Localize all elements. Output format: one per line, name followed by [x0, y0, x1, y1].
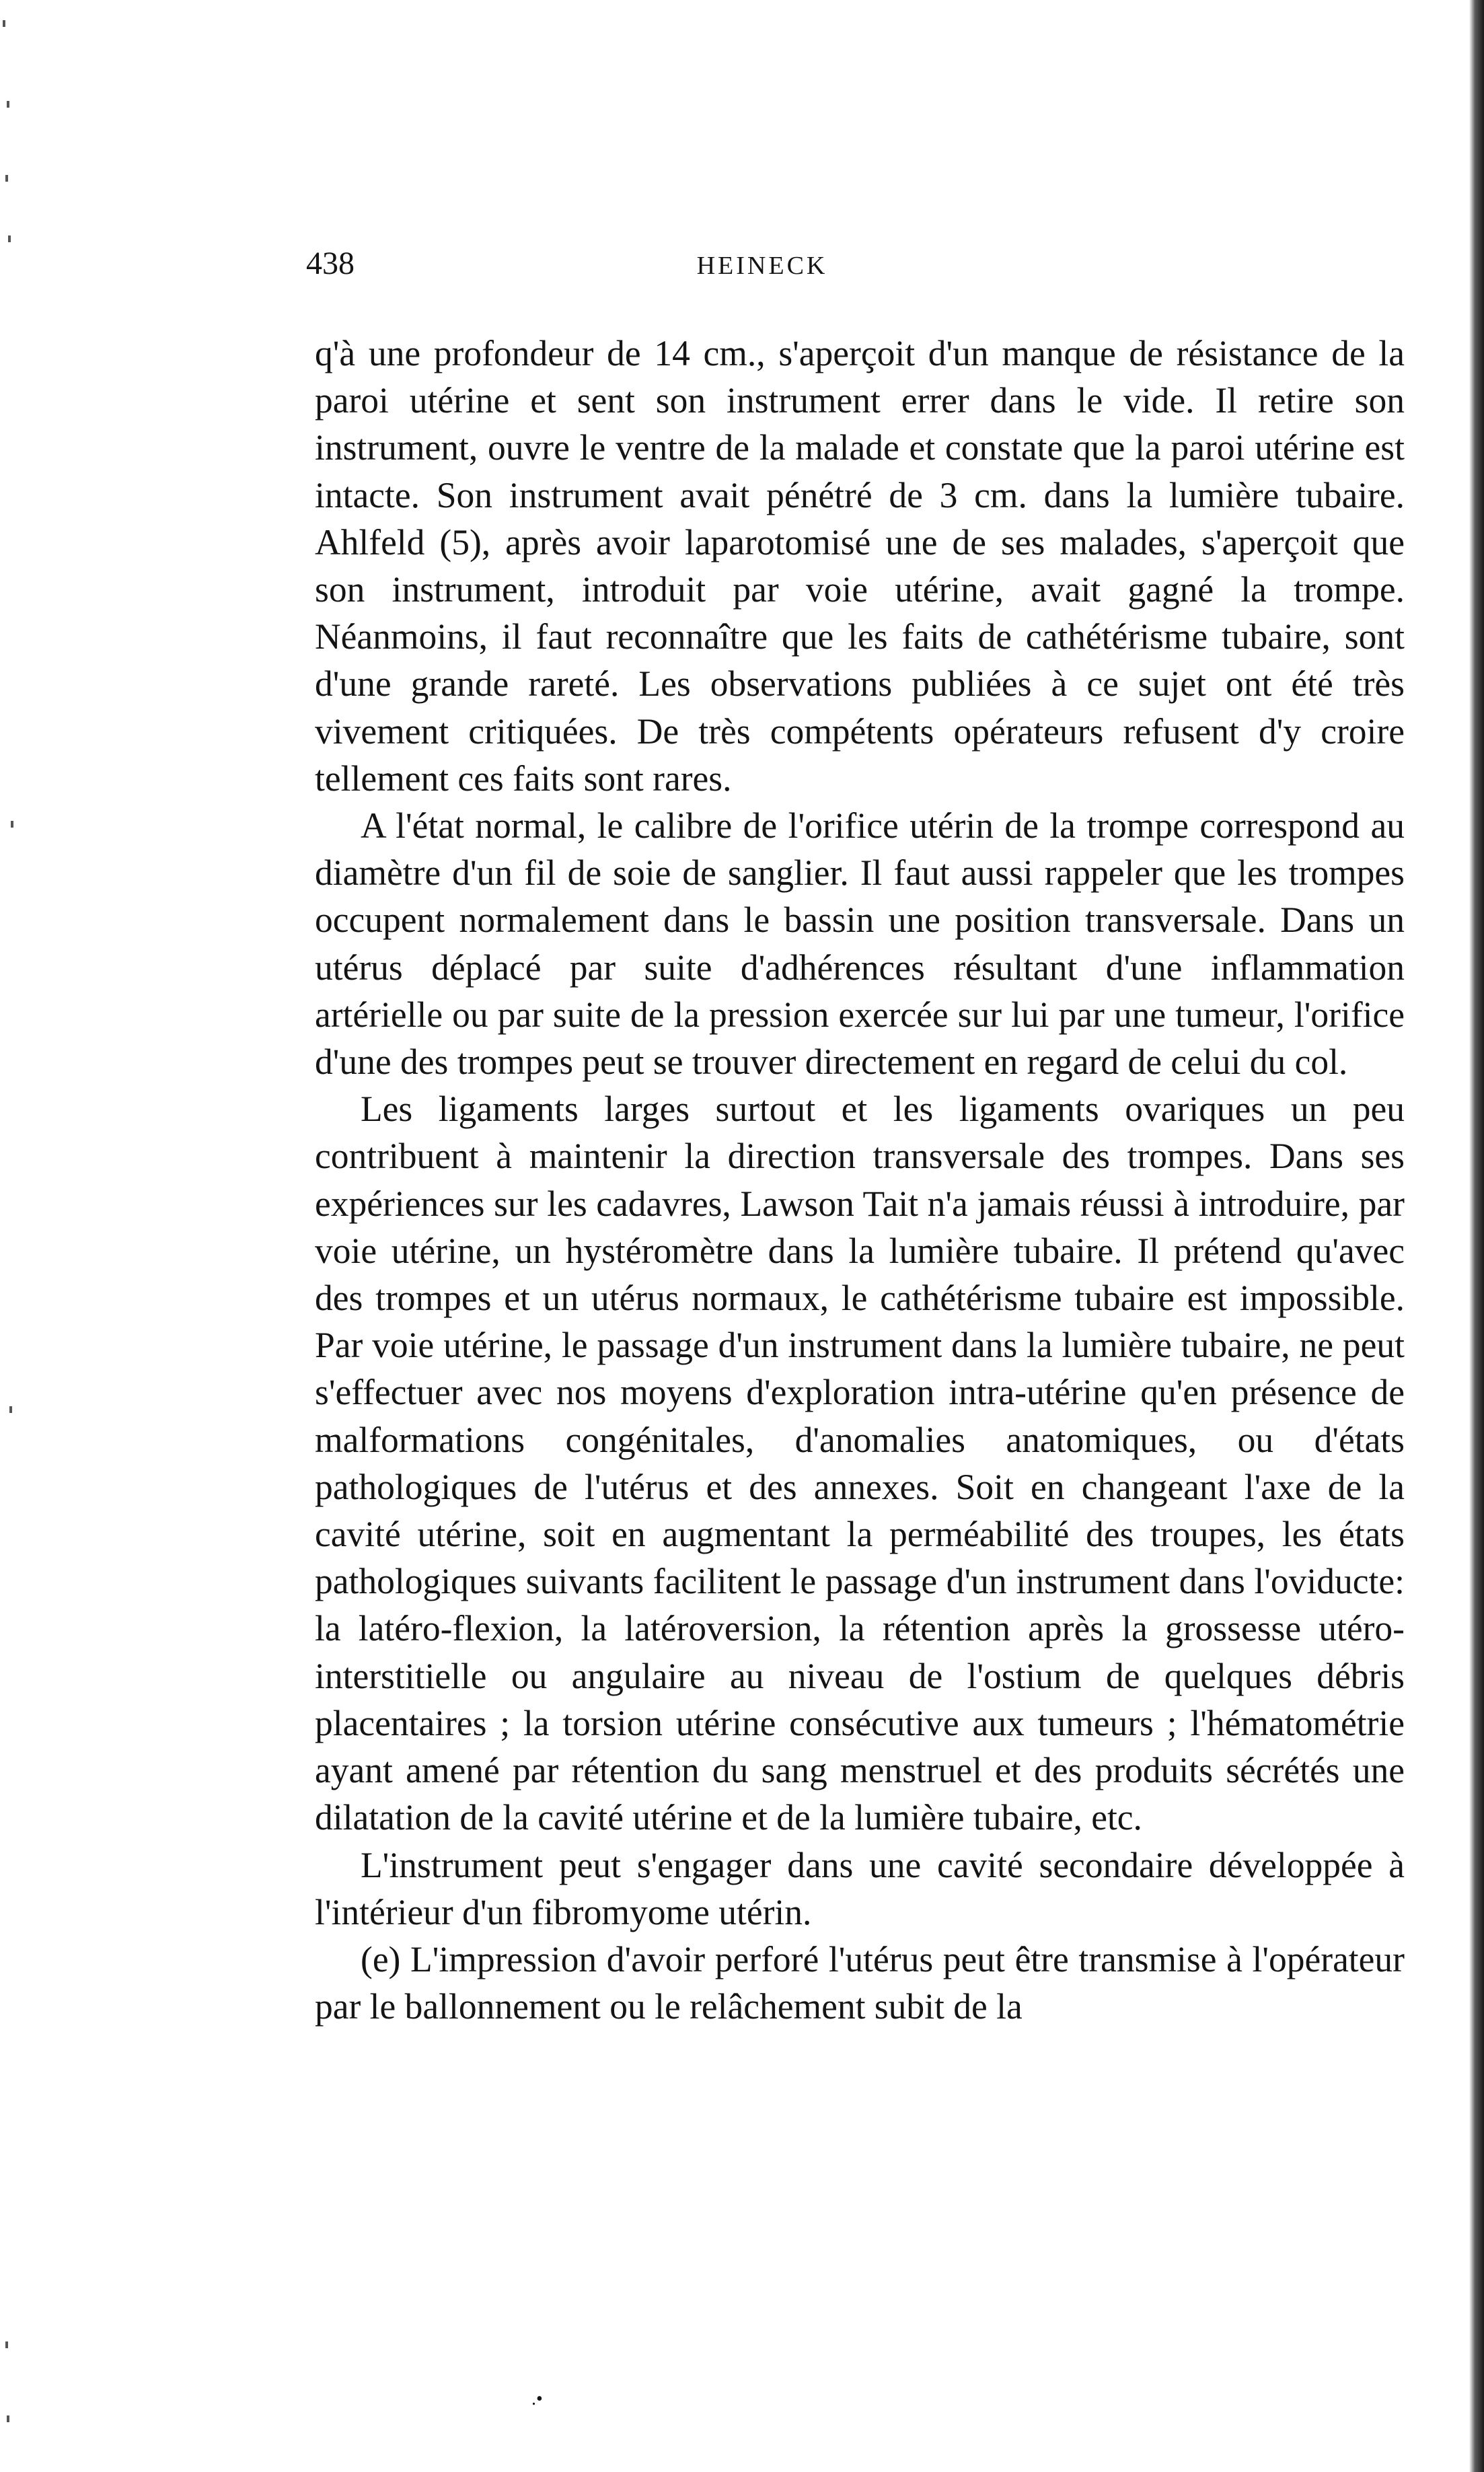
scan-speck: [7, 101, 9, 108]
paragraph: q'à une profondeur de 14 cm., s'aperçoit d'un manque de résistance de la paroi utérine et sent son instrument errer dans le vide. Il retire son instrument, ouvre le ventre de la malade et constate que la paroi utérine est intacte. Son instrument avait pénétré de 3 cm. dans la lumière tubaire. Ahlfeld (5), après avoir laparotomisé une de ses malades, s'aperçoit que son instrument, introduit par voie utérine, avait gagné la trompe. Néanmoins, il faut reconnaître que les faits de cathétérisme tubaire, sont d'une grande rareté. Les observations publiées à ce sujet ont été très vivement critiquées. De très compétents opérateurs refusent d'y croire tellement ces faits sont rares.: [315, 333, 1405, 799]
running-head: HEINECK: [696, 252, 828, 280]
scan-speck: [5, 2341, 8, 2348]
paragraph: Les ligaments larges surtout et les ligaments ovariques un peu contribuent à maintenir la direction transversale des trompes. Dans ses expériences sur les cadavres, Lawson Tait n'a jamais réussi à introduire, par voie utérine, un hystéromètre dans la lumière tubaire. Il prétend qu'avec des trompes et un utérus normaux, le cathétérisme tubaire est impossible. Par voie utérine, le passage d'un instrument dans la lumière tubaire, ne peut s'effectuer avec nos moyens d'exploration intra-utérine qu'en présence de malformations congénitales, d'anomalies anatomiques, ou d'états pathologiques de l'utérus et des annexes. Soit en changeant l'axe de la cavité utérine, soit en augmentant la perméabilité des troupes, les états pathologiques suivants facilitent le passage d'un instrument dans l'oviducte: la latéro-flexion, la latéroversion, la rétention après la grossesse utéro-interstitielle ou angulaire au niveau de l'ostium de quelques débris placentaires ; la torsion utérine consécutive aux tumeurs ; l'hématométrie ayant amené par rétention du sang menstruel et des produits sécrétés une dilatation de la cavité utérine et de la lumière tubaire, etc.: [315, 1089, 1405, 1838]
scan-speck: [8, 235, 11, 242]
body-text: [315, 330, 1405, 2030]
paragraph: A l'état normal, le calibre de l'orifice utérin de la trompe correspond au diamètre d'un fil de soie de sanglier. Il faut aussi rappeler que les trompes occupent normalement dans le bassin une position transversale. Dans un utérus déplacé par suite d'adhérences résultant d'une inflammation artérielle ou par suite de la pression exercée sur lui par une tumeur, l'orifice d'une des trompes peut se trouver directement en regard de celui du col.: [315, 805, 1405, 1083]
paragraph: L'instrument peut s'engager dans une cavité secondaire développée à l'intérieur d'un fibromyome utérin.: [315, 1844, 1405, 1932]
scan-speck: [7, 2415, 9, 2422]
binding-edge-shadow: [1469, 0, 1484, 2472]
scan-specks: [0, 0, 20, 2472]
scan-speck: [5, 175, 8, 182]
scan-speck: [9, 1406, 12, 1413]
scan-speck: [11, 821, 13, 828]
paragraph: (e) L'impression d'avoir perforé l'utérus peut être transmise à l'opérateur par le ballonnement ou le relâchement subit de la: [315, 1938, 1405, 2027]
scan-speck: [3, 20, 5, 27]
page-number: 438: [306, 246, 355, 281]
scan-mark: .•: [531, 2389, 543, 2409]
